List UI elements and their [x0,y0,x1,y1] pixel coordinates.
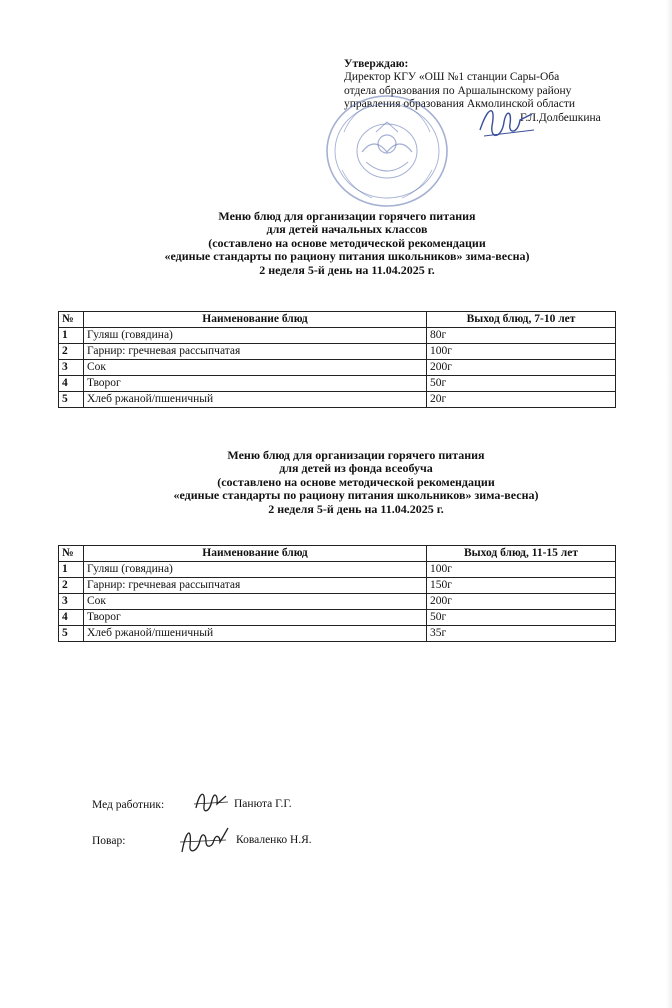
director-signature-icon [474,100,538,146]
approval-line: отдела образования по Аршалынскому району [344,84,572,97]
menu2-table [58,545,616,642]
approval-line: управления образования Акмолинской области [344,98,576,111]
menu1-heading-line: 2 неделя 5-й день на 11.04.2025 г. [259,262,435,277]
table-row [59,594,616,610]
dish-output: 50г [427,610,616,626]
menu2-heading-line: 2 неделя 5-й день на 11.04.2025 г. [268,501,444,516]
med-worker-label: Мед работник: [92,799,165,811]
dish-name: Гуляш (говядина) [84,562,427,578]
dish-output: 100г [427,562,616,578]
menu2-heading-line: для детей из фонда всеобуча [279,461,433,476]
dish-name: Творог [84,610,427,626]
row-number: 4 [59,610,84,626]
dish-name: Хлеб ржаной/пшеничный [84,626,427,642]
dish-name: Гуляш (говядина) [84,328,427,344]
med-worker-name: Панюта Г.Г. [234,798,292,810]
dish-output: 20г [427,392,616,408]
menu2-heading-line: Меню блюд для организации горячего питания [227,448,485,462]
menu2-heading-line: «единые стандарты по рациону питания школьников» зима-весна) [173,488,539,503]
dish-output: 80г [427,328,616,344]
table-row [59,562,616,578]
table-row [59,376,616,392]
dish-name: Сок [84,594,427,610]
table-row [59,610,616,626]
menu1-heading-line: для детей начальных классов [266,222,428,237]
cook-signature-icon [176,822,230,858]
med-worker-signature-icon [192,786,230,818]
table-row [59,392,616,408]
column-header-output: Выход блюд, 11-15 лет [427,546,616,562]
official-stamp-icon [322,92,452,210]
dish-output: 100г [427,344,616,360]
cook-label: Повар: [92,835,126,847]
row-number: 5 [59,392,84,408]
approval-signer: Г.Л.Долбешкина [520,111,601,124]
menu2-heading-line: (составлено на основе методической рекомендации [217,474,495,489]
dish-output: 200г [427,360,616,376]
menu1-heading [0,210,672,277]
approval-line: Директор КГУ «ОШ №1 станции Сары-Оба [344,71,560,84]
cook-name: Коваленко Н.Я. [236,834,312,846]
table-row [59,626,616,642]
row-number: 3 [59,360,84,376]
dish-name: Гарнир: гречневая рассыпчатая [84,344,427,360]
row-number: 3 [59,594,84,610]
table-row [59,360,616,376]
menu1-heading-line: (составлено на основе методической рекомендации [208,235,486,250]
table-row [59,578,616,594]
page-edge-shadow [666,0,672,1008]
table-row [59,344,616,360]
approval-title: Утверждаю: [344,58,409,70]
column-header-output: Выход блюд, 7-10 лет [427,312,616,328]
column-header-dish: Наименование блюд [84,546,427,562]
row-number: 5 [59,626,84,642]
dish-output: 150г [427,578,616,594]
column-header-number: № [59,546,84,562]
dish-name: Гарнир: гречневая рассыпчатая [84,578,427,594]
row-number: 2 [59,344,84,360]
table-header-row [59,546,616,562]
dish-output: 50г [427,376,616,392]
row-number: 1 [59,328,84,344]
row-number: 2 [59,578,84,594]
menu1-heading-line: Меню блюд для организации горячего питания [218,209,476,223]
table-header-row [59,312,616,328]
menu1-table [58,311,616,408]
dish-output: 200г [427,594,616,610]
dish-name: Творог [84,376,427,392]
table-row [59,328,616,344]
dish-name: Сок [84,360,427,376]
menu2-heading [0,449,672,516]
row-number: 1 [59,562,84,578]
dish-output: 35г [427,626,616,642]
row-number: 4 [59,376,84,392]
column-header-dish: Наименование блюд [84,312,427,328]
dish-name: Хлеб ржаной/пшеничный [84,392,427,408]
column-header-number: № [59,312,84,328]
menu1-heading-line: «единые стандарты по рациону питания школьников» зима-весна) [164,249,530,264]
